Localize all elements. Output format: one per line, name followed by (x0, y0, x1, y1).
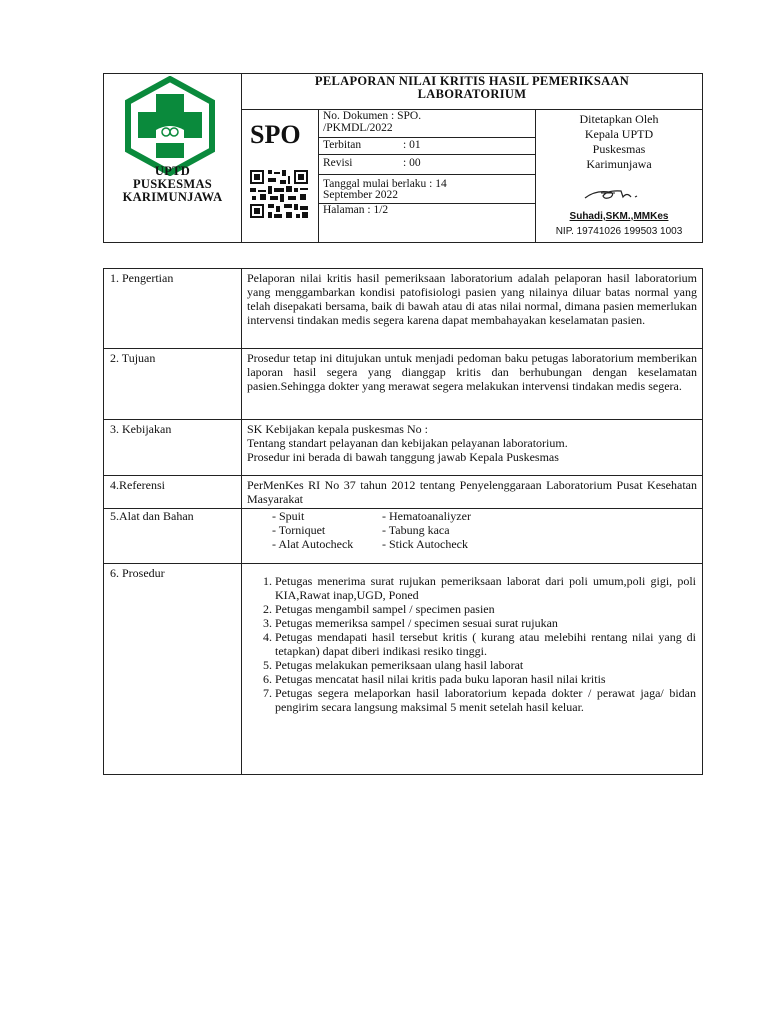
prosedur-step: 6. Petugas mencatat hasil nilai kritis pada buku laporan hasil nilai kritis (275, 672, 696, 686)
title-cell (242, 74, 703, 110)
prosedur-step: 4. Petugas mendapati hasil tersebut kritis ( kurang atau melebihi rentang nilai yang di tetapkan) dapat diberi indikasi resiko tinggi. (275, 630, 696, 658)
approval-line1: Ditetapkan Oleh (579, 112, 659, 126)
alat-item: - Spuit (272, 509, 305, 523)
row-referensi (104, 476, 703, 509)
title-line1: PELAPORAN NILAI KRITIS HASIL PEMERIKSAAN (314, 74, 630, 88)
prosedur-step: 1. Petugas menerima surat rujukan pemeriksaan laborat dari poli umum,poli gigi, poli KIA,Rawat inap,UGD, Poned (275, 574, 696, 602)
title-line2: LABORATORIUM (417, 87, 527, 101)
org-name (104, 165, 241, 204)
spo-label: SPO (250, 120, 301, 149)
alat-label: 5.Alat dan Bahan (104, 509, 242, 564)
kebijakan-label: 3. Kebijakan (104, 420, 242, 476)
doc-number-line1: No. Dokumen : SPO. (323, 110, 422, 122)
pengertian-text: Pelaporan nilai kritis hasil pemeriksaan laboratorium adalah pelaporan hasil laboratorium yang menggambarkan kondisi patofisiologi pasien yang nilainya diluar batas normal yang telah disepakati bersama, baik di bawah atau di atas nilai normal, dimana pasien memerlukan intervensi tindakan medis segera karena dapat membahayakan keselamatan pasien. (242, 269, 703, 349)
procedure-table (103, 268, 703, 775)
row-pengertian (104, 269, 703, 349)
alat-list (242, 509, 703, 564)
prosedur-step: 2. Petugas mengambil sampel / specimen pasien (275, 602, 696, 616)
approval-line4: Karimunjawa (586, 157, 652, 171)
doc-info-cell (319, 110, 536, 243)
kebijakan-line2: Tentang standart pelayanan dan kebijakan pelayanan laboratorium. (247, 436, 568, 450)
signature (581, 184, 651, 204)
prosedur-list (242, 564, 703, 775)
revisi-row (319, 154, 535, 174)
tanggal-line1: Tanggal mulai berlaku : 14 (323, 177, 447, 190)
pengertian-label: 1. Pengertian (104, 269, 242, 349)
prosedur-step: 5. Petugas melakukan pemeriksaan ulang hasil laborat (275, 658, 696, 672)
spo-cell (242, 110, 319, 243)
revisi-value: : 00 (403, 156, 421, 169)
halaman-row (319, 203, 535, 217)
approval-text (536, 112, 702, 172)
tanggal-row (319, 174, 535, 203)
tujuan-text: Prosedur tetap ini ditujukan untuk menjadi pedoman baku petugas laboratorium memberikan laporan hasil segera yang dianggap kritis dan berhubungan dengan keselamatan pasien.Sehingga dokter yang merawat segera melakukan intervensi tindakan medis segera. (242, 349, 703, 420)
prosedur-step: 3. Petugas memeriksa sampel / specimen sesuai surat rujukan (275, 616, 696, 630)
org-line2: PUSKESMAS (132, 177, 213, 191)
doc-number-line2: /PKMDL/2022 (323, 121, 393, 134)
terbitan-label: Terbitan (323, 138, 362, 151)
alat-item: - Alat Autocheck (272, 537, 354, 551)
terbitan-value: : 01 (403, 138, 421, 151)
referensi-text: PerMenKes RI No 37 tahun 2012 tentang Penyelenggaraan Laboratorium Pusat Kesehatan Masyarakat (242, 476, 703, 509)
row-alat-bahan (104, 509, 703, 564)
approval-line2: Kepala UPTD (584, 127, 654, 141)
kebijakan-text (242, 420, 703, 476)
alat-item: - Tabung kaca (382, 523, 450, 537)
prosedur-label: 6. Prosedur (104, 564, 242, 775)
signer-name: Suhadi,SKM.,MMKes (569, 211, 669, 222)
row-prosedur (104, 564, 703, 775)
terbitan-row (319, 137, 535, 154)
alat-item: - Hematoanaliyzer (382, 509, 471, 523)
doc-number (319, 110, 535, 137)
tujuan-label: 2. Tujuan (104, 349, 242, 420)
row-kebijakan (104, 420, 703, 476)
header-table (103, 73, 703, 243)
alat-item: - Stick Autocheck (382, 537, 468, 551)
doc-info-table (319, 110, 535, 217)
org-line1: UPTD (154, 164, 191, 178)
alat-item: - Torniquet (272, 523, 326, 537)
document-title (242, 75, 702, 101)
org-line3: KARIMUNJAWA (122, 190, 223, 204)
tanggal-line2: September 2022 (323, 189, 399, 201)
approval-line3: Puskesmas (592, 142, 646, 156)
logo-cell (104, 74, 242, 243)
signer-nip: NIP. 19741026 199503 1003 (555, 226, 683, 237)
prosedur-steps (247, 574, 696, 714)
qr-code (248, 168, 310, 220)
puskesmas-logo (120, 76, 220, 176)
halaman-value: Halaman : 1/2 (323, 203, 389, 216)
row-tujuan (104, 349, 703, 420)
referensi-label: 4.Referensi (104, 476, 242, 509)
approval-cell (536, 110, 703, 243)
kebijakan-line1: SK Kebijakan kepala puskesmas No : (247, 422, 428, 436)
prosedur-step: 7. Petugas segera melaporkan hasil laboratorium kepada dokter / perawat jaga/ bidan pengirim secara langsung maksimal 5 menit setelah hasil keluar. (275, 686, 696, 714)
revisi-label: Revisi (323, 156, 353, 169)
kebijakan-line3: Prosedur ini berada di bawah tanggung jawab Kepala Puskesmas (247, 450, 559, 464)
